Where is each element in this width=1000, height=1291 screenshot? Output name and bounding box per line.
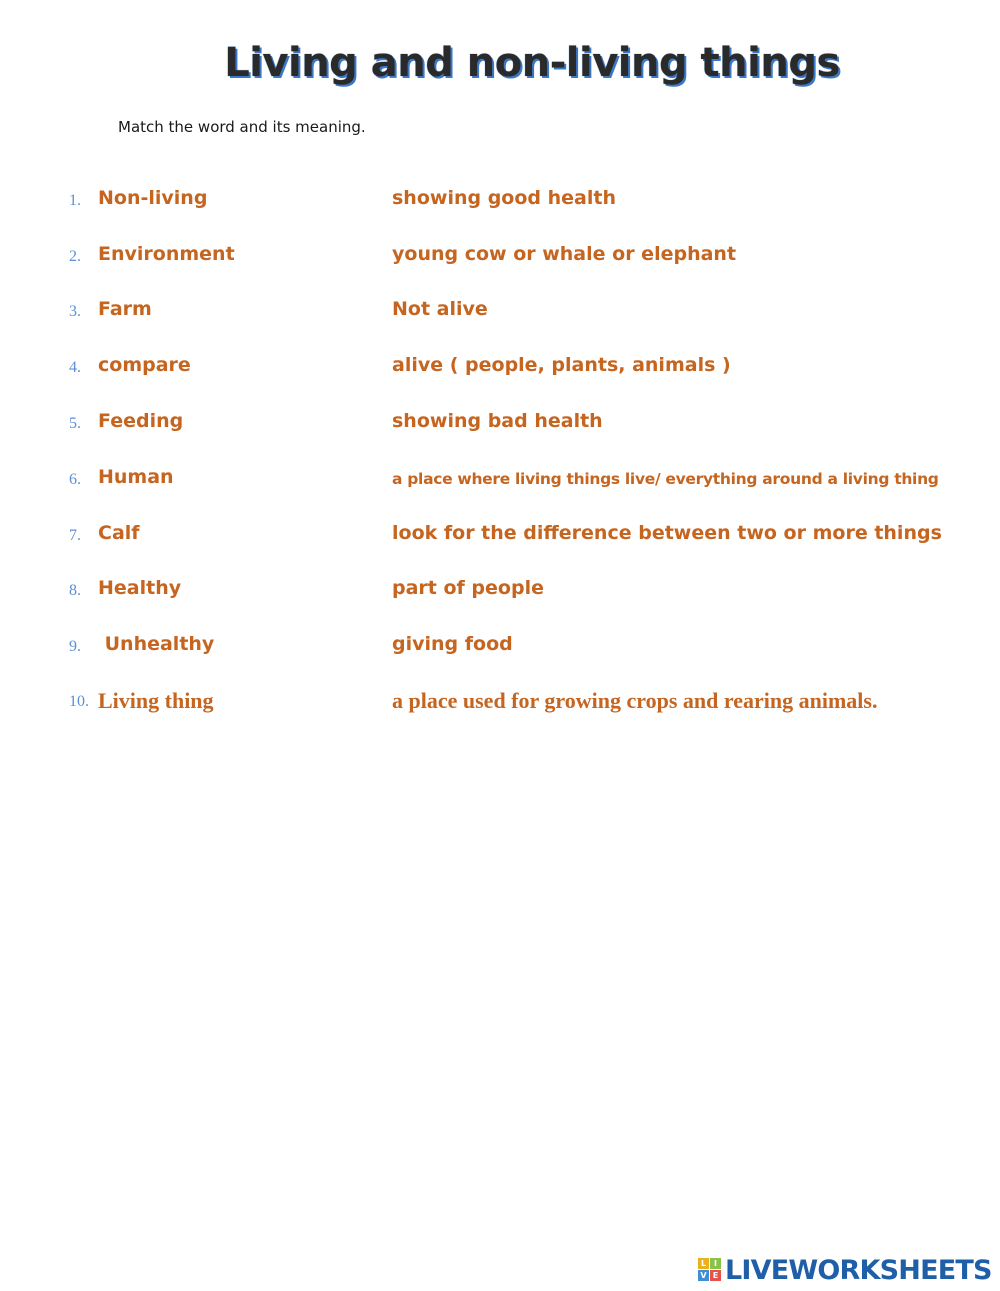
term-word: Human (98, 466, 174, 488)
match-row (0, 681, 1000, 721)
item-number: 6. (69, 471, 81, 488)
match-row (0, 459, 1000, 499)
term-word: Non-living (98, 187, 208, 209)
match-row (0, 626, 1000, 666)
logo-mark-icon (698, 1258, 722, 1282)
match-row (0, 403, 1000, 443)
term-meaning: showing good health (392, 187, 616, 209)
logo-mark-e: E (710, 1270, 721, 1281)
match-row (0, 291, 1000, 331)
term-meaning: alive ( people, plants, animals ) (392, 354, 731, 376)
term-meaning: Not alive (392, 298, 488, 320)
item-number: 2. (69, 248, 81, 265)
item-number: 9. (69, 638, 81, 655)
item-number: 4. (69, 359, 81, 376)
term-word: compare (98, 354, 191, 376)
item-number: 8. (69, 582, 81, 599)
match-row (0, 347, 1000, 387)
term-word: Living thing (98, 688, 214, 713)
instructions-text: Match the word and its meaning. (118, 118, 366, 136)
liveworksheets-logo (698, 1254, 992, 1286)
page-title: Living and non-living things (224, 40, 840, 86)
match-row (0, 570, 1000, 610)
term-meaning: giving food (392, 633, 513, 655)
term-word: Unhealthy (98, 633, 215, 655)
item-number: 10. (69, 693, 89, 710)
item-number: 7. (69, 527, 81, 544)
match-row (0, 515, 1000, 555)
term-word: Farm (98, 298, 152, 320)
term-meaning: young cow or whale or elephant (392, 243, 737, 265)
match-row (0, 180, 1000, 220)
logo-mark-v: V (698, 1270, 709, 1281)
logo-mark-i: I (710, 1258, 721, 1269)
logo-text: LIVEWORKSHEETS (725, 1254, 992, 1286)
term-word: Healthy (98, 577, 182, 599)
item-number: 5. (69, 415, 81, 432)
term-meaning: a place used for growing crops and rearing animals. (392, 688, 878, 713)
item-number: 3. (69, 303, 81, 320)
match-row (0, 236, 1000, 276)
logo-mark-l: L (698, 1258, 709, 1269)
term-word: Feeding (98, 410, 184, 432)
term-meaning: showing bad health (392, 410, 603, 432)
term-word: Environment (98, 243, 235, 265)
term-meaning: look for the difference between two or more things (392, 522, 942, 544)
term-word: Calf (98, 522, 140, 544)
term-meaning: part of people (392, 577, 544, 599)
term-meaning: a place where living things live/ everything around a living thing (392, 470, 939, 488)
item-number: 1. (69, 192, 81, 209)
